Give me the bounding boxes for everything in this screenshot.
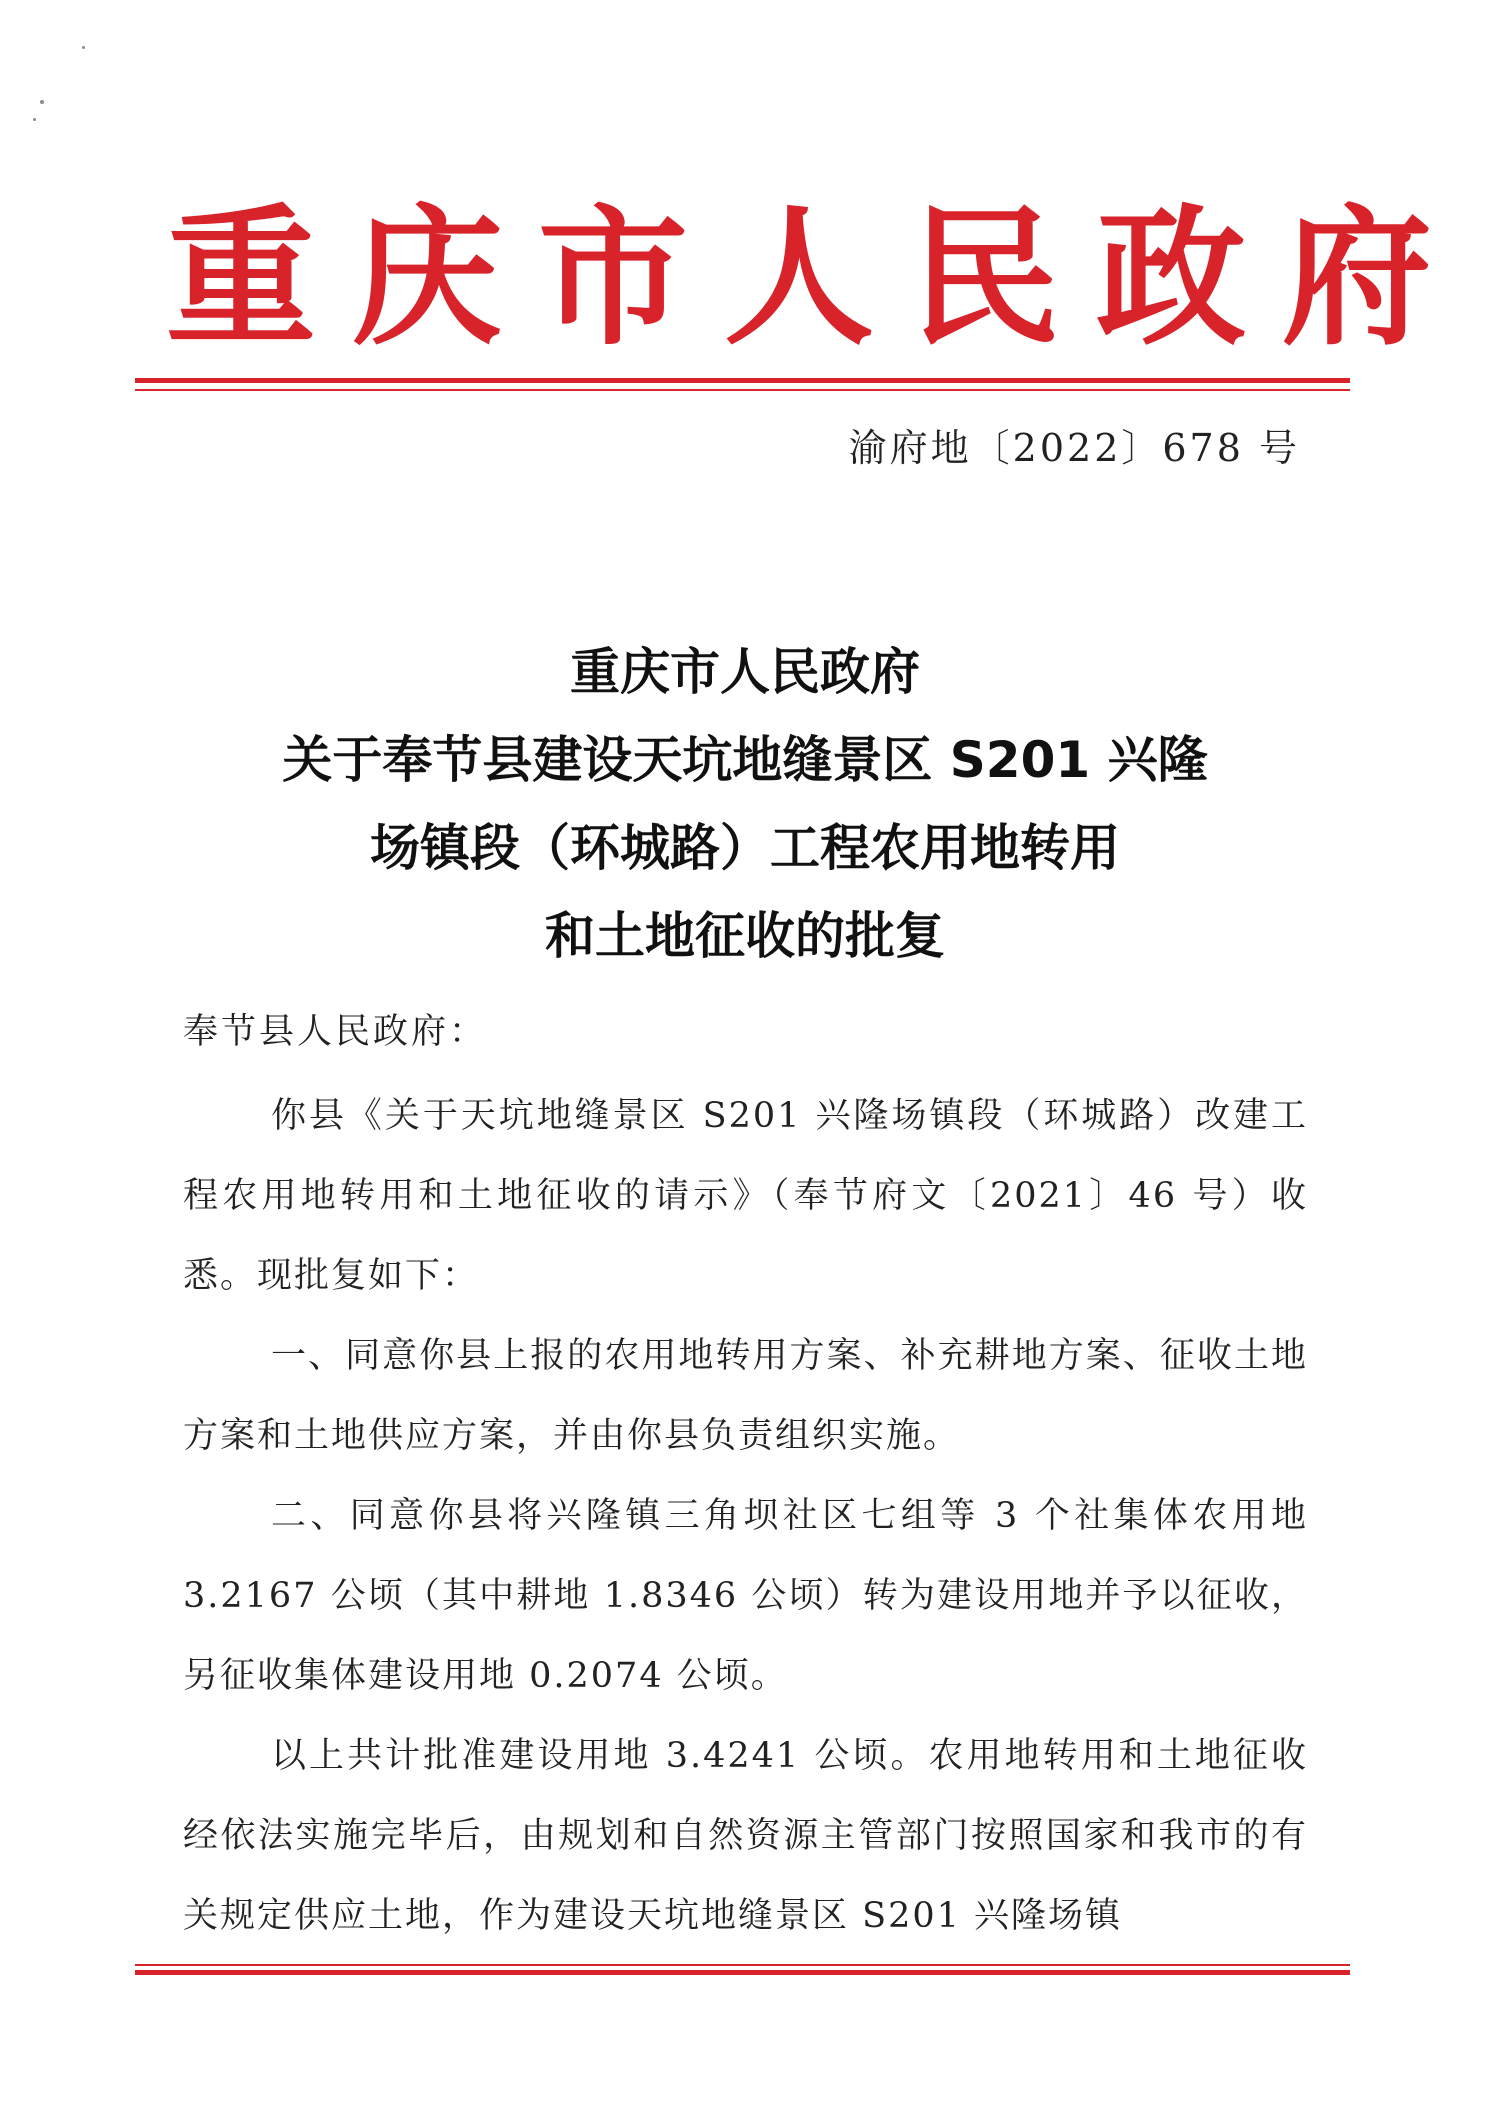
footer-rule-thick	[135, 1970, 1350, 1975]
body-paragraph: 二、同意你县将兴隆镇三角坝社区七组等 3 个社集体农用地 3.2167 公顷（其中耕地 1.8346 公顷）转为建设用地并予以征收，另征收集体建设用地 0.2074 公顷。	[183, 1496, 1308, 1696]
title-line: 关于奉节县建设天坑地缝景区 S201 兴隆	[282, 731, 1208, 789]
title-line: 重庆市人民政府	[570, 643, 920, 701]
scan-speck	[40, 100, 44, 104]
scan-speck	[82, 46, 85, 49]
body-paragraph: 你县《关于天坑地缝景区 S201 兴隆场镇段（环城路）改建工程农用地转用和土地征收的请示》（奉节府文〔2021〕46 号）收悉。现批复如下：	[183, 1096, 1308, 1296]
title-line: 和土地征收的批复	[545, 907, 945, 965]
footer-rule-thin	[135, 1964, 1350, 1966]
document-title	[160, 628, 1330, 980]
salutation: 奉节县人民政府：	[183, 1012, 488, 1052]
scan-speck	[33, 118, 36, 121]
document-number: 渝府地〔2022〕678 号	[848, 426, 1300, 470]
body-paragraph: 以上共计批准建设用地 3.4241 公顷。农用地转用和土地征收经依法实施完毕后，由规划和自然资源主管部门按照国家和我市的有关规定供应土地，作为建设天坑地缝景区 S201 兴隆场镇	[183, 1736, 1308, 1936]
masthead-rule-thick	[135, 378, 1350, 383]
masthead-rule-thin	[135, 389, 1350, 391]
masthead-title: 重庆市人民政府	[166, 190, 1469, 366]
document-body	[183, 988, 1308, 1956]
title-line: 场镇段（环城路）工程农用地转用	[370, 819, 1120, 877]
body-paragraph: 一、同意你县上报的农用地转用方案、补充耕地方案、征收土地方案和土地供应方案，并由你县负责组织实施。	[183, 1336, 1308, 1456]
